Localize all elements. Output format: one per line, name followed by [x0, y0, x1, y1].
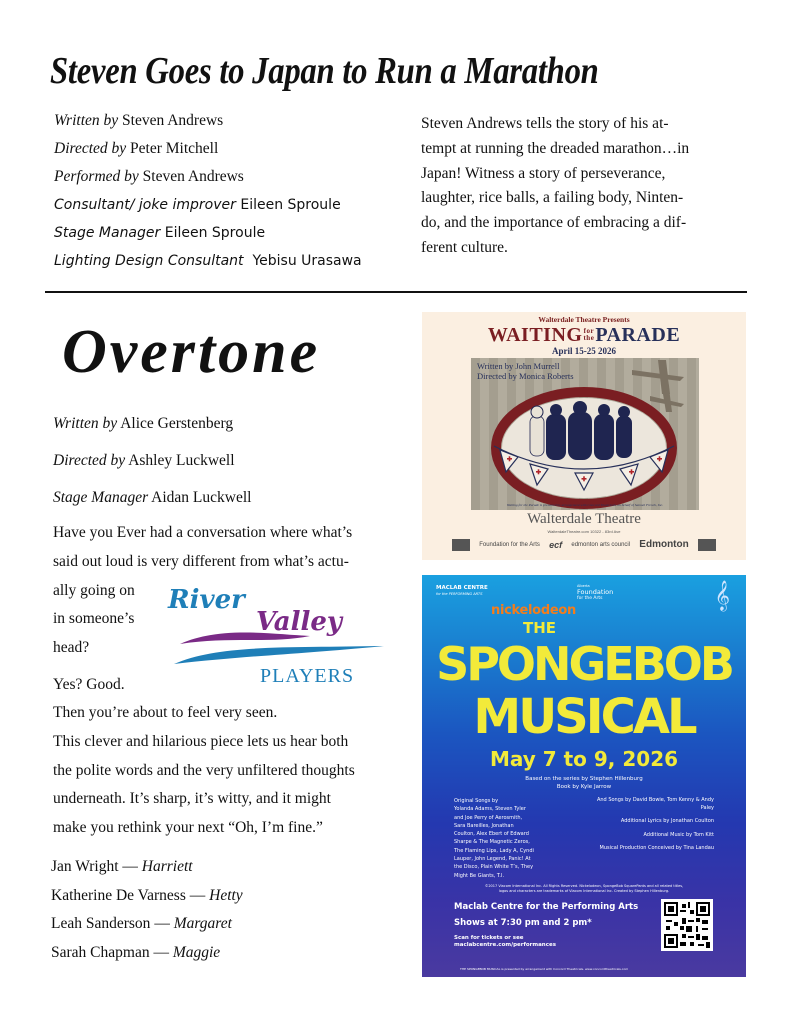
copyright-notice: ©2017 Viacom International Inc. All Rights Reserved. Nickelodeon, SpongeBob SquarePants and all related titles, logos and characters are trademarks of Viacom International Inc. Created by Stephen Hillenburg.	[484, 884, 684, 893]
logo-graphic	[160, 578, 390, 686]
description-line: Yes? Good.	[53, 676, 125, 693]
waiting-for-the-parade-poster	[422, 312, 746, 560]
title-parade: PARADE	[595, 324, 681, 346]
credit-row	[53, 486, 413, 523]
credit-name: Eileen Sproule	[164, 225, 266, 241]
maclab-sub: for the PERFORMING ARTS	[436, 592, 483, 596]
actor-name: Sarah Chapman	[51, 943, 150, 961]
sponsor-logo: ecf	[549, 539, 563, 550]
credit-name: Peter Mitchell	[130, 140, 219, 157]
foundation-line: for the Arts	[577, 596, 603, 601]
description-line: Have you Ever had a conversation where what’s	[53, 524, 353, 541]
description-line: in someone’s	[53, 610, 135, 627]
actor-name: Jan Wright	[51, 858, 119, 875]
credit-line: Additional Lyrics by Jonathan Coulton	[620, 818, 714, 824]
foundation-line: Alberta	[577, 584, 590, 588]
poster-dates: April 15-25 2026	[552, 346, 616, 356]
description-line: the polite words and the very unfiltered thoughts	[53, 762, 355, 779]
title-spongebob: SPONGEBOB	[436, 637, 732, 691]
poster-presents: Walterdale Theatre Presents	[538, 315, 630, 324]
description-line: This clever and hilarious piece lets us hear both	[53, 733, 349, 750]
credit-role: Performed by	[54, 168, 139, 185]
description-line: underneath. It’s sharp, it’s witty, and it might	[53, 790, 331, 807]
character-name: Maggie	[172, 943, 221, 961]
dash: —	[122, 858, 138, 875]
credit-role: Directed by	[54, 140, 127, 157]
title-the: THE	[523, 619, 557, 637]
actor-name: Katherine De Varness	[51, 886, 186, 904]
ticket-url: maclabcentre.com/performances	[454, 942, 556, 948]
credit-role: Written by	[54, 112, 119, 129]
description-line: tempt at running the dreaded marathon…in	[421, 139, 690, 157]
credit-role: Consultant/ joke improver	[54, 197, 236, 213]
show1-title: Steven Goes to Japan to Run a Marathon	[50, 50, 599, 92]
show1-credits	[54, 110, 414, 278]
qr-code-icon[interactable]	[661, 899, 713, 951]
nickelodeon-logo: nickelodeon	[491, 603, 576, 618]
cast-row	[51, 941, 243, 970]
dash: —	[154, 915, 170, 932]
sponsor-logos	[452, 537, 716, 553]
title-musical: MUSICAL	[473, 689, 695, 745]
description-line: make you rethink your next “Oh, I’m fine.”	[53, 819, 323, 836]
book-by-line: Book by Kyle Jarrow	[556, 784, 612, 790]
credit-role: Stage Manager	[53, 489, 149, 506]
poster-director: Directed by Monica Roberts	[477, 371, 574, 381]
sponsor-logo-box	[698, 539, 716, 551]
cast-row	[51, 855, 243, 884]
show1-description	[421, 112, 751, 261]
title-waiting: WAITING	[487, 324, 583, 346]
ticket-info	[454, 935, 556, 949]
sponsor-logo: Foundation for the Arts	[479, 542, 540, 548]
songs-credits-right	[590, 797, 714, 859]
poster-theatre-name: Walterdale Theatre	[527, 511, 641, 527]
poster-address: WalterdaleTheatre.com 10322 - 83rd Ave	[547, 529, 621, 534]
description-line: laughter, rice balls, a failing body, Ninten-	[421, 189, 684, 207]
logo-word-river: River	[168, 585, 245, 615]
foundation-line: Foundation	[577, 588, 614, 596]
songs-line: Sharpe & The Magnetic Zeros,	[454, 839, 530, 846]
description-line: said out loud is very different from what’s actu-	[53, 553, 349, 570]
sponsor-logo: Edmonton	[639, 539, 689, 550]
songs-line: Coulton, Alex Ebert of Edward	[454, 831, 529, 838]
credit-row	[54, 250, 414, 278]
description-line: do, and the importance of embracing a dif-	[421, 214, 687, 232]
credit-row	[54, 166, 414, 194]
poster-fine-print: Waiting for the Parade is presented by arrangement with Concord Theatricals on behalf of Samuel French, Inc.	[506, 503, 664, 507]
sponsor-logo: edmonton arts council	[571, 542, 631, 548]
credit-row	[53, 449, 413, 486]
credit-row	[54, 138, 414, 166]
title-the: the	[583, 334, 595, 342]
songs-line: the Disco, Plain White T’s, They	[454, 864, 534, 871]
description-line: head?	[53, 639, 90, 656]
credit-row	[54, 110, 414, 138]
maclab-logo	[436, 585, 488, 597]
venue-name: Maclab Centre for the Performing Arts	[454, 902, 639, 912]
maclab-name: MACLAB CENTRE	[436, 585, 488, 591]
logo-word-valley: Valley	[256, 607, 343, 637]
cast-row	[51, 884, 243, 913]
credit-row	[54, 222, 414, 250]
credit-name: Eileen Sproule	[240, 197, 341, 213]
sponsor-logo-box	[452, 539, 470, 551]
songs-line: Yolanda Adams, Steven Tyler	[454, 806, 526, 813]
credit-name: Yebisu Urasawa	[252, 253, 362, 269]
logo-blue-swoosh	[174, 646, 384, 664]
description-line: Japan! Witness a story of perseverance,	[421, 164, 666, 182]
songs-credits-left	[454, 797, 574, 880]
river-valley-players-logo	[160, 578, 390, 686]
credit-name: Steven Andrews	[142, 168, 244, 185]
poster-dates: May 7 to 9, 2026	[489, 747, 679, 771]
description-line: ally going on	[53, 582, 135, 599]
credit-role: Directed by	[53, 452, 126, 469]
character-name: Hetty	[209, 886, 243, 904]
music-note-icon: 𝄞	[714, 581, 730, 611]
based-on-line: Based on the series by Stephen Hillenburg	[525, 776, 643, 782]
title-for: for	[583, 327, 595, 335]
credit-role: Stage Manager	[54, 225, 161, 241]
dash: —	[189, 886, 206, 904]
show2-credits	[53, 412, 413, 523]
scan-text: Scan for tickets or see	[454, 935, 524, 941]
songs-line: and Joe Perry of Aerosmith,	[454, 814, 523, 821]
show2-title: Overtone	[62, 318, 321, 386]
foundation-logo	[577, 584, 613, 602]
credit-name: Ashley Luckwell	[128, 452, 235, 469]
character-name: Margaret	[173, 915, 232, 932]
credit-line: And Songs by David Bowie, Tom Kenny & Andy Paley	[596, 797, 714, 811]
songs-line: Original Songs by	[454, 798, 499, 804]
dash: —	[153, 943, 169, 961]
poster-writer: Written by John Murrell	[477, 361, 560, 371]
poster-footer: THE SPONGEBOB MUSICAL is presented by arrangement with Concord Theatricals. www.concordtheatricals.com	[460, 967, 629, 971]
poster-credits	[477, 361, 574, 381]
title-for-the	[583, 328, 594, 342]
cast-row	[51, 912, 243, 941]
songs-line: Might Be Giants, T.I.	[454, 872, 505, 879]
actor-name: Leah Sanderson	[51, 915, 151, 932]
songs-line: Lauper, John Legend, Panic! At	[454, 856, 531, 863]
credit-role: Lighting Design Consultant	[54, 253, 244, 269]
credit-role: Written by	[53, 415, 118, 432]
description-line: Then you’re about to feel very seen.	[53, 704, 278, 721]
credit-name: Alice Gerstenberg	[120, 415, 234, 432]
spongebob-musical-poster	[422, 575, 746, 977]
section-divider	[45, 291, 747, 293]
credit-name: Steven Andrews	[122, 112, 224, 129]
songs-line: Sara Bareilles, Jonathan	[454, 822, 514, 829]
qr-code-graphic	[664, 902, 710, 948]
credit-row	[54, 194, 414, 222]
character-name: Harriett	[141, 858, 193, 875]
logo-word-players: PLAYERS	[260, 665, 355, 686]
credit-line: Musical Production Conceived by Tina Landau	[599, 845, 714, 851]
songs-line: The Flaming Lips, Lady A, Cyndi	[454, 847, 534, 854]
poster-title	[422, 324, 746, 346]
show-times: Shows at 7:30 pm and 2 pm*	[454, 918, 592, 928]
poster-based-on	[422, 775, 746, 791]
description-line: ferent culture.	[421, 238, 508, 256]
credit-row	[53, 412, 413, 449]
cast-list	[51, 855, 243, 969]
description-line: Steven Andrews tells the story of his at-	[421, 115, 669, 132]
credit-name: Aidan Luckwell	[151, 489, 252, 506]
credit-line: Additional Music by Tom Kitt	[643, 831, 714, 838]
